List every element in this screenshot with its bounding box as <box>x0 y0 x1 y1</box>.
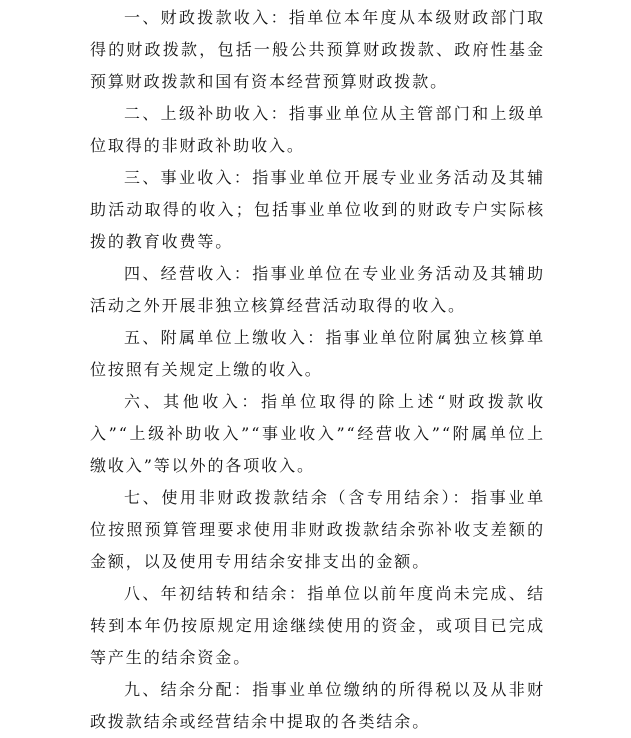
paragraph-business-income: 三、事业收入：指事业单位开展专业业务活动及其辅助活动取得的收入；包括事业单位收到的财政专户实际核拨的教育收费等。 <box>90 168 545 251</box>
paragraph-other-income: 六、其他收入：指单位取得的除上述“财政拨款收入”“上级补助收入”“事业收入”“经营收入”“附属单位上缴收入”等以外的各项收入。 <box>90 392 545 475</box>
paragraph-operating-income: 四、经营收入：指事业单位在专业业务活动及其辅助活动之外开展非独立核算经营活动取得的收入。 <box>90 264 545 315</box>
paragraph-non-fiscal-balance-use: 七、使用非财政拨款结余（含专用结余）：指事业单位按照预算管理要求使用非财政拨款结余弥补收支差额的金额，以及使用专用结余安排支出的金额。 <box>90 488 545 571</box>
paragraph-fiscal-appropriation-income: 一、财政拨款收入：指单位本年度从本级财政部门取得的财政拨款，包括一般公共预算财政拨款、政府性基金预算财政拨款和国有资本经营预算财政拨款。 <box>90 8 545 91</box>
paragraph-superior-subsidy-income: 二、上级补助收入：指事业单位从主管部门和上级单位取得的非财政补助收入。 <box>90 104 545 155</box>
paragraph-affiliated-unit-income: 五、附属单位上缴收入：指事业单位附属独立核算单位按照有关规定上缴的收入。 <box>90 328 545 379</box>
paragraph-beginning-carryover: 八、年初结转和结余：指单位以前年度尚未完成、结转到本年仍按原规定用途继续使用的资金，或项目已完成等产生的结余资金。 <box>90 584 545 667</box>
paragraph-balance-distribution: 九、结余分配：指事业单位缴纳的所得税以及从非财政拨款结余或经营结余中提取的各类结余。 <box>90 680 545 731</box>
